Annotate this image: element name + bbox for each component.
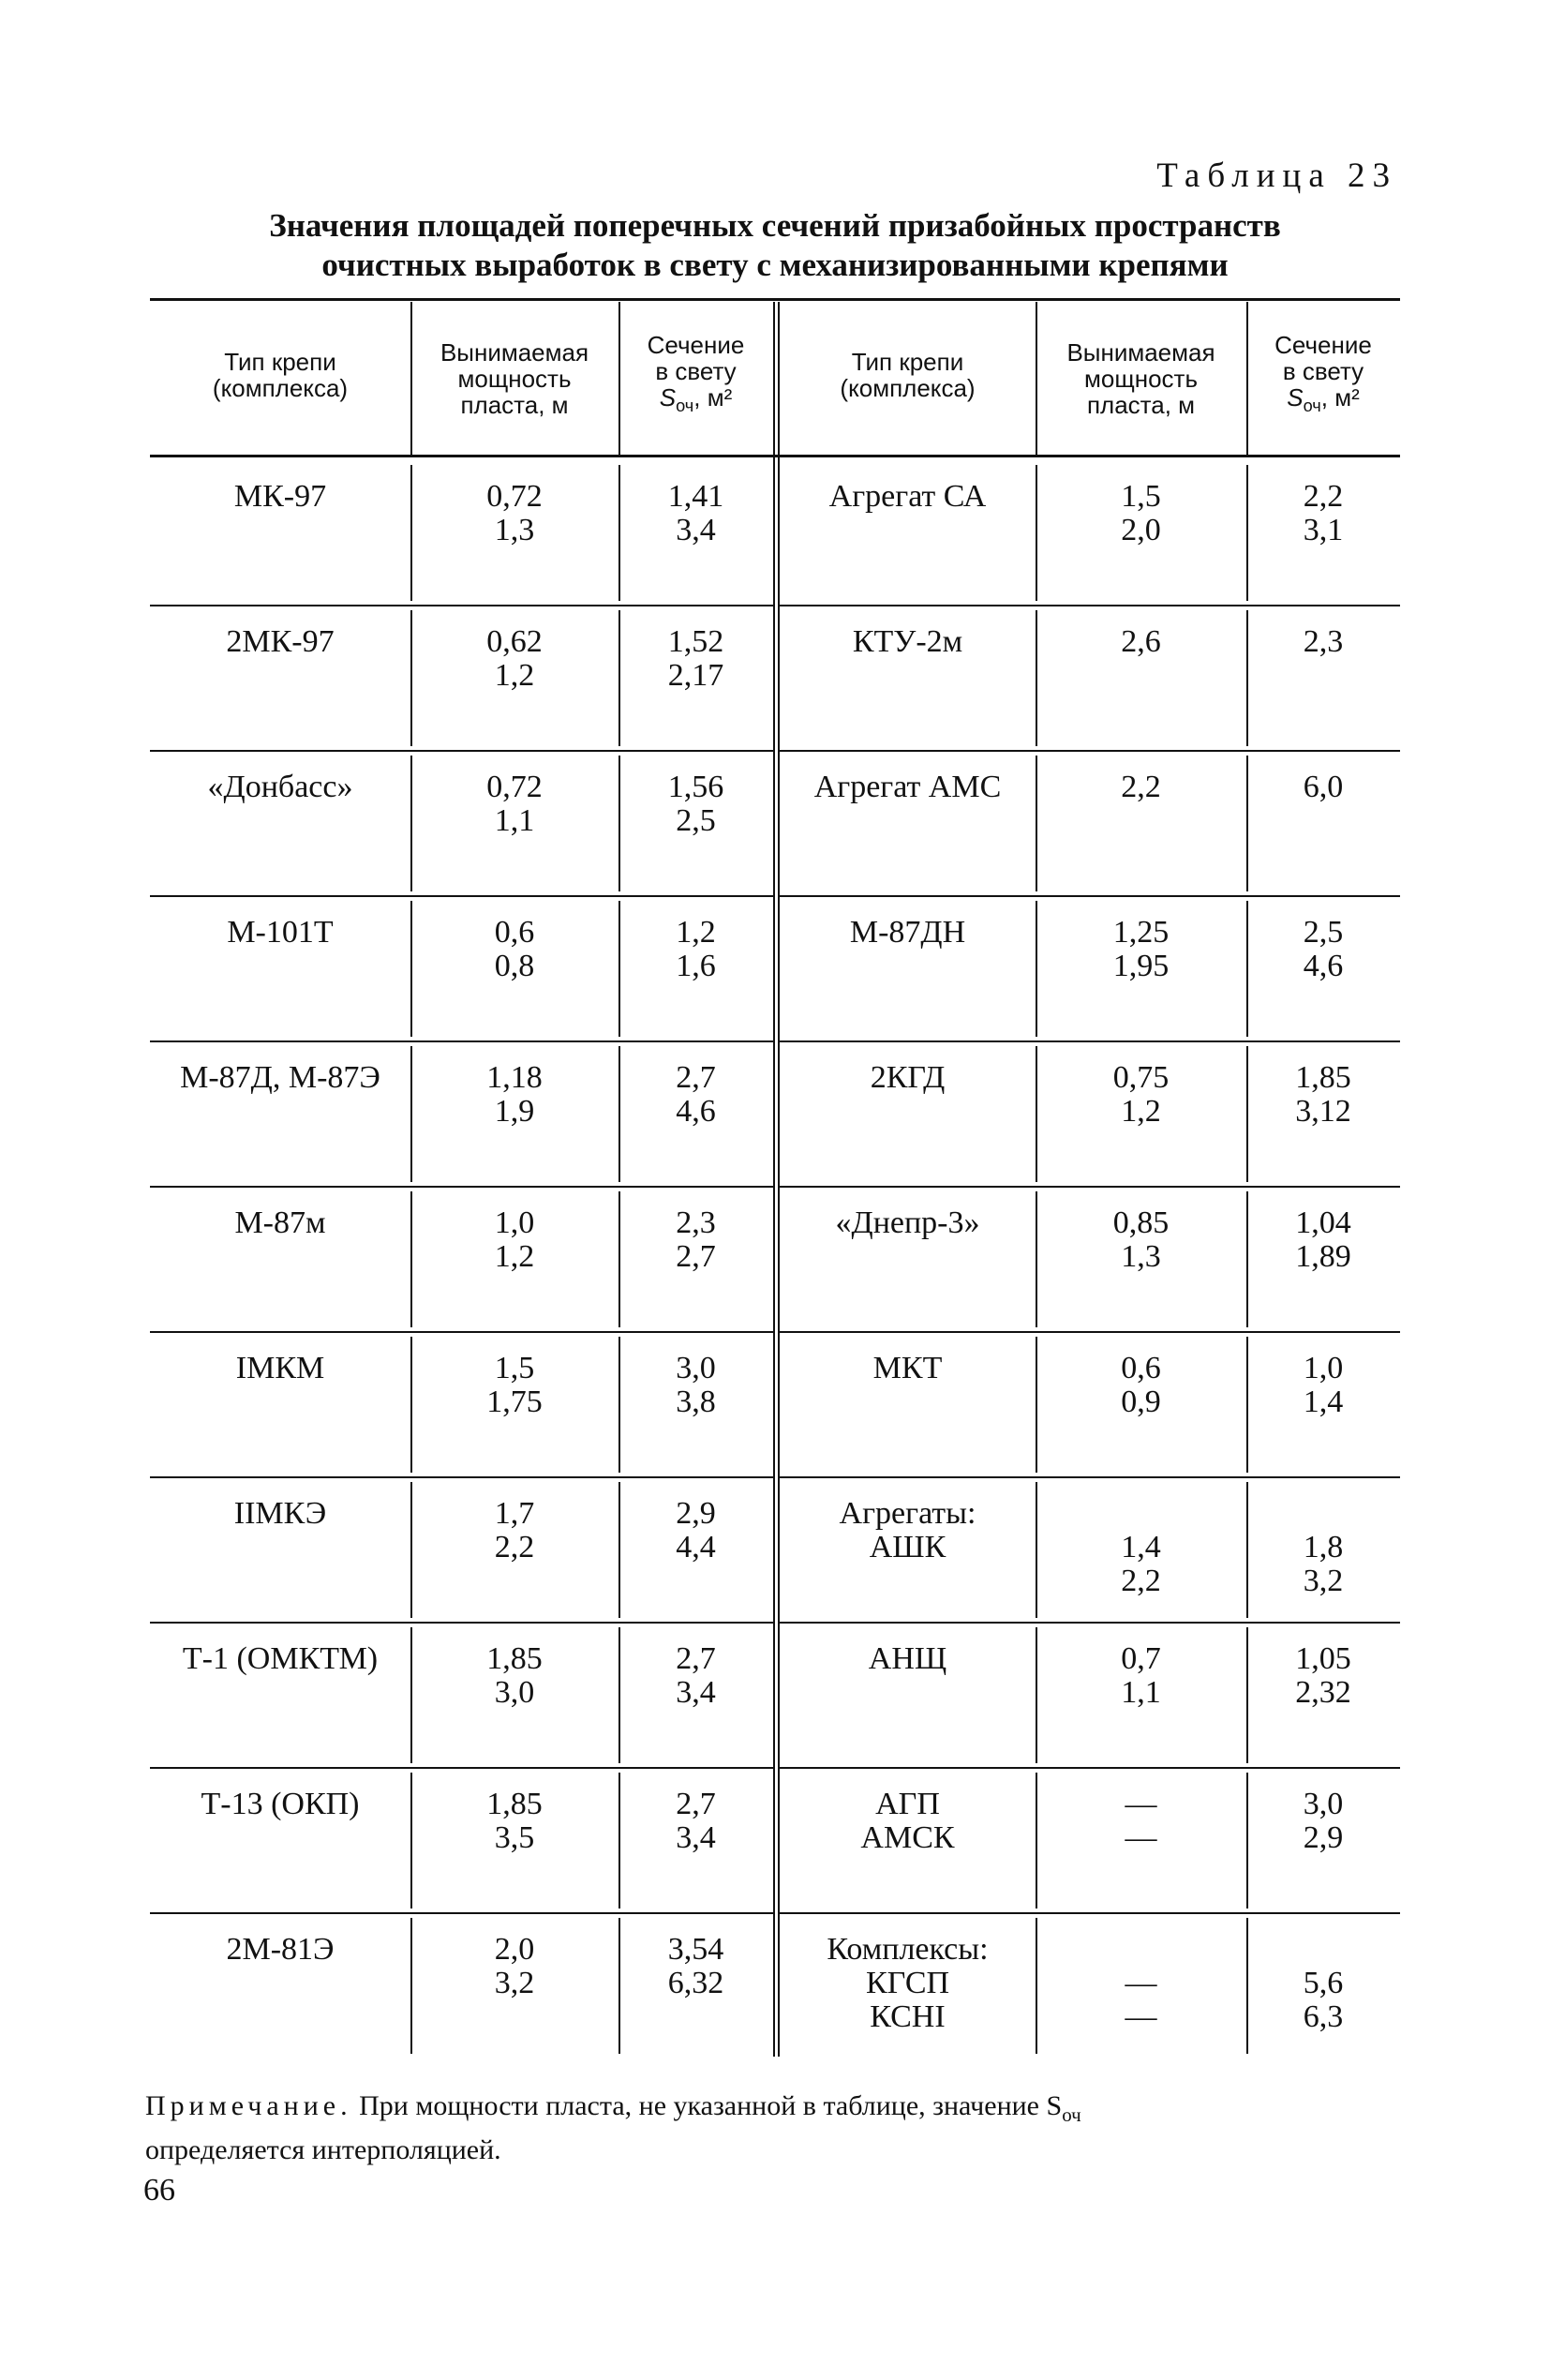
cell-thickness: 0,62 1,2 (486, 624, 543, 693)
header-section-left (619, 332, 773, 419)
cell-type: «Днепр-3» (835, 1205, 980, 1240)
cell-type: Комплексы: КГСП КСНI (827, 1932, 989, 2034)
header-type-right (780, 349, 1036, 401)
header-thickness-text: пласта, м (1086, 391, 1196, 419)
cell-section: 6,0 (1303, 770, 1344, 804)
row-rule-left (150, 750, 773, 752)
header-thickness-text: пласта, м (460, 391, 569, 419)
row-rule-left (150, 1186, 773, 1188)
cell-type: 2МК-97 (226, 624, 335, 659)
s-unit: , м² (693, 383, 733, 412)
cell-section: 1,56 2,5 (667, 770, 724, 838)
title-line-2: очистных выработок в свету с механизированными крепями (321, 247, 1229, 283)
s-sub: оч (1303, 397, 1321, 416)
cell-section: 2,9 4,4 (676, 1496, 716, 1564)
title-line-1: Значения площадей поперечных сечений призабойных пространств (269, 207, 1281, 244)
cell-section: 2,2 3,1 (1303, 479, 1344, 547)
row-rule-right (780, 750, 1400, 752)
row-rule-left (150, 605, 773, 606)
table-title (150, 206, 1400, 285)
cell-section: 1,85 3,12 (1295, 1060, 1351, 1129)
cell-type: М-101Т (227, 915, 334, 950)
header-section-text: Сечение (1274, 331, 1372, 359)
header-section-symbol (619, 384, 773, 419)
cell-section: 1,52 2,17 (667, 624, 724, 693)
header-type-text: Тип крепи (224, 348, 336, 376)
cell-type: М-87ДН (849, 915, 966, 950)
cell-type: МК-97 (233, 479, 327, 514)
header-thickness-text: мощность (457, 365, 572, 393)
row-rule-right (780, 1912, 1400, 1914)
cell-thickness: 2,0 3,2 (494, 1932, 535, 2000)
cell-thickness: 0,7 1,1 (1121, 1641, 1161, 1710)
cell-thickness: 1,25 1,95 (1112, 915, 1170, 983)
note-head: Примечание. (145, 2090, 352, 2121)
cell-type: 2КГД (870, 1060, 946, 1095)
cell-type: М-87Д, М-87Э (180, 1060, 380, 1095)
header-bottom-rule (150, 455, 1400, 457)
header-section-symbol (1246, 384, 1400, 419)
cell-thickness: 1,5 1,75 (486, 1351, 543, 1419)
header-type-text: (комплекса) (840, 374, 976, 402)
header-thickness-text: Вынимаемая (440, 338, 589, 367)
center-double-rule-a (773, 302, 775, 2057)
row-rule-right (780, 1186, 1400, 1188)
table-label: Таблица 23 (1156, 157, 1397, 195)
cell-thickness: 0,6 0,9 (1121, 1351, 1161, 1419)
header-thickness-text: Вынимаемая (1066, 338, 1215, 367)
row-rule-left (150, 1912, 773, 1914)
header-type-left (150, 349, 410, 401)
s-symbol: S (1287, 383, 1304, 412)
row-rule-right (780, 605, 1400, 606)
cell-type: КТУ-2м (852, 624, 963, 659)
cell-type: Агрегат АМС (813, 770, 1002, 804)
row-rule-left (150, 1622, 773, 1624)
header-type-text: Тип крепи (851, 348, 964, 376)
cell-type: М-87м (234, 1205, 326, 1240)
cell-thickness: 0,6 0,8 (494, 915, 535, 983)
cell-thickness: 1,85 3,0 (486, 1641, 543, 1710)
row-rule-right (780, 1476, 1400, 1478)
cell-section: 5,6 6,3 (1303, 1966, 1344, 2034)
cell-thickness: 1,4 2,2 (1121, 1530, 1161, 1598)
cell-section: 1,2 1,6 (676, 915, 716, 983)
cell-type: Т-13 (ОКП) (201, 1787, 360, 1821)
cell-thickness: 0,85 1,3 (1112, 1205, 1170, 1274)
cell-thickness: 1,0 1,2 (494, 1205, 535, 1274)
header-section-right (1246, 332, 1400, 419)
cell-section: 3,54 6,32 (667, 1932, 724, 2000)
row-rule-left (150, 895, 773, 897)
s-sub: оч (676, 397, 694, 416)
cell-section: 1,04 1,89 (1295, 1205, 1351, 1274)
cell-thickness: 2,2 (1121, 770, 1161, 804)
cell-type: Агрегат СА (828, 479, 987, 514)
row-rule-right (780, 1767, 1400, 1769)
cell-section: 2,7 3,4 (676, 1641, 716, 1710)
footnote (145, 2088, 1401, 2168)
cell-section: 1,41 3,4 (667, 479, 724, 547)
cell-section: 1,05 2,32 (1295, 1641, 1351, 1710)
row-rule-left (150, 1331, 773, 1333)
cell-thickness: 1,5 2,0 (1121, 479, 1161, 547)
row-rule-right (780, 1622, 1400, 1624)
cell-thickness: 0,72 1,3 (486, 479, 543, 547)
table-top-rule (150, 298, 1400, 301)
cell-thickness: 0,72 1,1 (486, 770, 543, 838)
page-number: 66 (143, 2173, 175, 2208)
cell-type: IIМКЭ (233, 1496, 327, 1531)
header-thickness-text: мощность (1084, 365, 1198, 393)
header-section-text: в свету (1282, 357, 1364, 385)
cell-thickness: 1,18 1,9 (486, 1060, 543, 1129)
cell-thickness: 1,85 3,5 (486, 1787, 543, 1855)
cell-section: 3,0 2,9 (1303, 1787, 1344, 1855)
note-text-2: определяется интерполяцией. (145, 2134, 501, 2165)
header-type-text: (комплекса) (212, 374, 349, 402)
cell-thickness: — — (1125, 1787, 1157, 1855)
cell-section: 2,5 4,6 (1303, 915, 1344, 983)
cell-section: 2,7 4,6 (676, 1060, 716, 1129)
cell-type: IМКМ (235, 1351, 325, 1385)
cell-thickness: — — (1125, 1966, 1157, 2034)
cell-section: 1,0 1,4 (1303, 1351, 1344, 1419)
cell-type: АГП АМСК (860, 1787, 955, 1855)
note-sub: оч (1062, 2103, 1081, 2126)
header-section-text: Сечение (647, 331, 745, 359)
row-rule-right (780, 1040, 1400, 1042)
cell-thickness: 2,6 (1121, 624, 1161, 659)
cell-section: 2,7 3,4 (676, 1787, 716, 1855)
row-rule-left (150, 1767, 773, 1769)
cell-type: «Донбасс» (207, 770, 353, 804)
cell-section: 2,3 2,7 (676, 1205, 716, 1274)
row-rule-left (150, 1476, 773, 1478)
cell-type: 2М-81Э (226, 1932, 335, 1967)
cell-type: МКТ (872, 1351, 943, 1385)
cell-section: 3,0 3,8 (676, 1351, 716, 1419)
cell-thickness: 0,75 1,2 (1112, 1060, 1170, 1129)
cell-section: 1,8 3,2 (1303, 1530, 1344, 1598)
note-text: При мощности пласта, не указанной в таблице, значение S (359, 2090, 1063, 2121)
header-thickness-left (410, 339, 619, 418)
cell-section: 2,3 (1303, 624, 1344, 659)
header-thickness-right (1036, 339, 1246, 418)
header-section-text: в свету (655, 357, 737, 385)
cell-type: АНЩ (868, 1641, 947, 1676)
row-rule-right (780, 1331, 1400, 1333)
cell-thickness: 1,7 2,2 (494, 1496, 535, 1564)
row-rule-right (780, 895, 1400, 897)
cell-type: Т-1 (ОМКТМ) (182, 1641, 379, 1676)
cell-type: Агрегаты: АШК (839, 1496, 976, 1564)
s-unit: , м² (1320, 383, 1360, 412)
s-symbol: S (659, 383, 677, 412)
row-rule-left (150, 1040, 773, 1042)
